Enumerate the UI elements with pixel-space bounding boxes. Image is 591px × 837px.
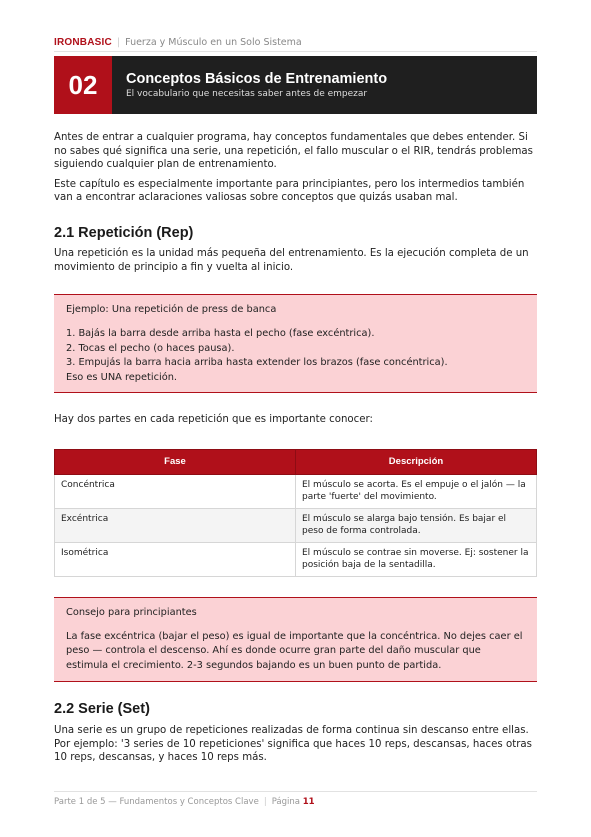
parts-intro-text: Hay dos partes en cada repetición que es importante conocer: bbox=[54, 414, 373, 426]
page-footer bbox=[54, 797, 537, 807]
tip-callout-title: Consejo para principiantes bbox=[66, 606, 197, 618]
tip-callout-text: La fase excéntrica (bajar el peso) es igual de importante que la concéntrica. No dejes caer el peso — controla el descenso. Ahí es donde ocurre gran parte del daño muscular que estimula el crecimiento. 2-3 segundos bajando es un buen punto de partida. bbox=[66, 630, 523, 671]
footer-separator: | bbox=[263, 797, 267, 807]
section-text-repetition: Una repetición es la unidad más pequeña del entrenamiento. Es la ejecución completa de un movimiento de principio a fin y vuelta al inicio. bbox=[54, 247, 529, 273]
tip-callout bbox=[54, 597, 537, 683]
section-heading-set: 2.2 Serie (Set) bbox=[54, 701, 150, 718]
table-cell-phase: Isométrica bbox=[55, 542, 296, 576]
intro-paragraph-1: Antes de entrar a cualquier programa, hay conceptos fundamentales que debes entender. Si no sabes qué significa una serie, una repetición, el fallo muscular o el RIR, tendrás problemas siguiendo cualquier plan de entrenamiento. bbox=[54, 132, 533, 171]
example-line-4: Eso es UNA repetición. bbox=[66, 371, 178, 383]
header-tagline: Fuerza y Músculo en un Solo Sistema bbox=[125, 37, 302, 48]
table-cell-phase: Concéntrica bbox=[55, 474, 296, 508]
table-header-row bbox=[55, 449, 537, 474]
footer-page-number: 11 bbox=[302, 797, 315, 807]
intro-paragraph-2: Este capítulo es especialmente importante para principiantes, pero los intermedios también van a encontrar aclaraciones valiosas sobre conceptos que quizás usaban mal. bbox=[54, 178, 525, 204]
example-callout-title: Ejemplo: Una repetición de press de banca bbox=[66, 304, 277, 316]
table-cell-phase: Excéntrica bbox=[55, 508, 296, 542]
chapter-subtitle: El vocabulario que necesitas saber antes de empezar bbox=[126, 89, 368, 99]
phases-table bbox=[54, 449, 537, 577]
page-content bbox=[54, 131, 537, 765]
chapter-banner bbox=[54, 56, 537, 114]
page-header bbox=[54, 37, 537, 48]
table-header-description: Descripción bbox=[296, 449, 537, 474]
header-separator: | bbox=[116, 37, 121, 48]
table-header-phase: Fase bbox=[55, 449, 296, 474]
example-line-1: 1. Bajás la barra desde arriba hasta el pecho (fase excéntrica). bbox=[66, 328, 375, 340]
brand-logo: IRONBASIC bbox=[54, 37, 112, 48]
chapter-title: Conceptos Básicos de Entrenamiento bbox=[126, 71, 388, 87]
section-text-set: Una serie es un grupo de repeticiones realizadas de forma continua sin descanso entre ellas. Por ejemplo: '3 series de 10 repeticiones' significa que haces 10 reps, descansas, haces otras 10 reps, descansas, y haces 10 reps más. bbox=[54, 725, 532, 764]
example-line-3: 3. Empujás la barra hacia arriba hasta extender los brazos (fase concéntrica). bbox=[66, 357, 448, 369]
table-cell-description: El músculo se alarga bajo tensión. Es bajar el peso de forma controlada. bbox=[296, 508, 537, 542]
header-divider bbox=[54, 51, 537, 52]
example-callout bbox=[54, 294, 537, 393]
footer-page-label: Página bbox=[271, 797, 300, 807]
footer-divider bbox=[54, 791, 537, 792]
section-heading-repetition: 2.1 Repetición (Rep) bbox=[54, 224, 194, 241]
table-row bbox=[55, 508, 537, 542]
chapter-number: 02 bbox=[54, 56, 112, 114]
table-row bbox=[55, 542, 537, 576]
table-cell-description: El músculo se contrae sin moverse. Ej: sostener la posición baja de la sentadilla. bbox=[296, 542, 537, 576]
table-row bbox=[55, 474, 537, 508]
footer-part-label: Parte 1 de 5 — Fundamentos y Conceptos Clave bbox=[54, 797, 259, 807]
example-line-2: 2. Tocas el pecho (o haces pausa). bbox=[66, 342, 235, 354]
table-cell-description: El músculo se acorta. Es el empuje o el jalón — la parte 'fuerte' del movimiento. bbox=[296, 474, 537, 508]
